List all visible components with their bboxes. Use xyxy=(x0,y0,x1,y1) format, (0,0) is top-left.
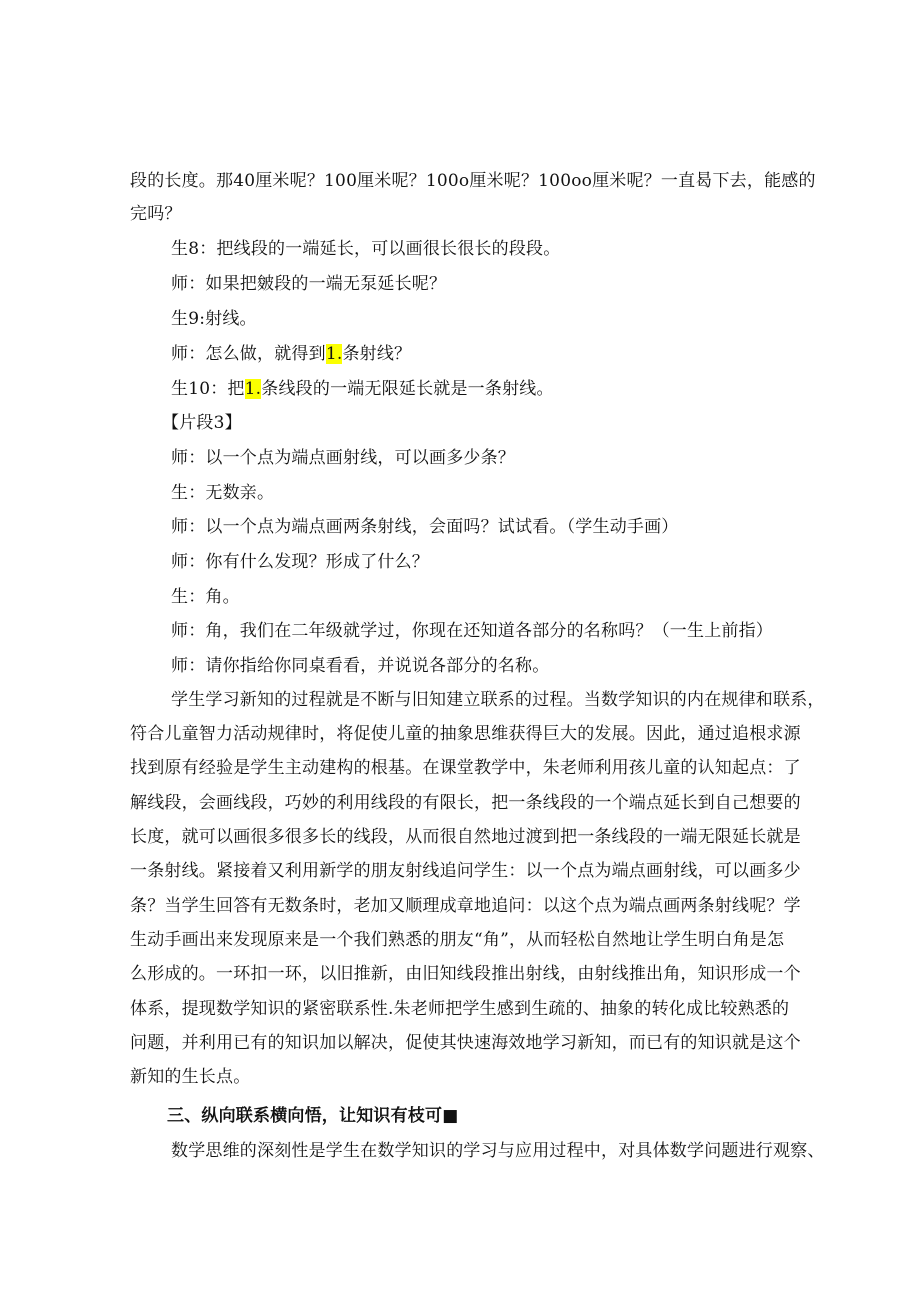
highlight-mark: 1. xyxy=(325,344,343,364)
dialogue-line: 生9:射线。 xyxy=(171,309,257,329)
paragraph-line: 问题，并利用已有的知识加以解决，促使其快速海效地学习新知，而已有的知识就是这个 xyxy=(130,1033,801,1053)
paragraph-line: 新知的生长点。 xyxy=(130,1067,251,1087)
paragraph-line: 段的长度。那40厘米呢？100厘米呢？100o厘米呢？100oo厘米呢？一直曷下去，能感的 xyxy=(130,171,816,191)
dialogue-line: 师：你有什么发现？形成了什么？ xyxy=(171,552,429,572)
paragraph-line: 学生学习新知的过程就是不断与旧知建立联系的过程。当数学知识的内在规律和联系， xyxy=(171,690,825,710)
dialogue-line: 师：角，我们在二年级就学过，你现在还知道各部分的名称吗？（一生上前指） xyxy=(171,621,773,641)
dialogue-line xyxy=(171,378,554,400)
paragraph-line: 完吗？ xyxy=(130,204,182,224)
dialogue-line: 师：如果把皴段的一端无泵延长呢？ xyxy=(171,274,447,294)
dialogue-text: 条射线？ xyxy=(342,344,412,364)
dialogue-text: 条线段的一端无限延长就是一条射线。 xyxy=(261,379,554,399)
dialogue-line: 师：以一个点为端点画两条射线，会面吗？试试看。（学生动手画） xyxy=(171,517,679,537)
paragraph-line: 符合儿童智力活动规律时，将促使儿童的抽象思维获得巨大的发展。因此，通过追根求源 xyxy=(130,724,801,744)
paragraph-line: 么形成的。一环扣一环，以旧推新，由旧知线段推出射线，由射线推出角，知识形成一个 xyxy=(130,964,801,984)
dialogue-line: 生：角。 xyxy=(171,587,240,607)
paragraph-line: 找到原有经验是学生主动建构的根基。在课堂教学中，朱老师利用孩儿童的认知起点：了 xyxy=(130,758,801,778)
highlight-mark: 1. xyxy=(244,379,262,399)
dialogue-text: 师：怎么做，就得到 xyxy=(171,344,326,364)
dialogue-text: 生10：把 xyxy=(171,379,245,399)
paragraph-line: 生动手画出来发现原来是一个我们熟悉的朋友“角”，从而轻松自然地让学生明白角是怎 xyxy=(130,930,785,950)
segment-label: 【片段3】 xyxy=(162,413,242,433)
section-heading: 三、纵向联系横向悟，让知识有枝可■ xyxy=(167,1106,459,1126)
dialogue-line: 师：以一个点为端点画射线，可以画多少条？ xyxy=(171,448,515,468)
paragraph-line: 一条射线。紧接着又利用新学的朋友射线追问学生：以一个点为端点画射线，可以画多少 xyxy=(130,861,801,881)
paragraph-line: 体系，提现数学知识的紧密联系性.朱老师把学生感到生疏的、抽象的转化成比较熟悉的 xyxy=(130,999,790,1019)
paragraph-line: 长度，就可以画很多很多长的线段，从而很自然地过渡到把一条线段的一端无限延长就是 xyxy=(130,827,801,847)
dialogue-line: 生8：把线段的一端延长，可以画很长很长的段段。 xyxy=(171,239,561,259)
dialogue-line: 生：无数亲。 xyxy=(171,483,275,503)
dialogue-line: 师：请你指给你同桌看看，并说说各部分的名称。 xyxy=(171,656,550,676)
paragraph-line: 解线段，会画线段，巧妙的利用线段的有限长，把一条线段的一个端点延长到自己想要的 xyxy=(130,793,801,813)
dialogue-line xyxy=(171,343,411,365)
paragraph-line: 条？当学生回答有无数条时，老加又顺理成章地追问：以这个点为端点画两条射线呢？学 xyxy=(130,896,801,916)
paragraph-line: 数学思维的深刻性是学生在数学知识的学习与应用过程中，对具体数学问题进行观察、 xyxy=(171,1141,825,1161)
